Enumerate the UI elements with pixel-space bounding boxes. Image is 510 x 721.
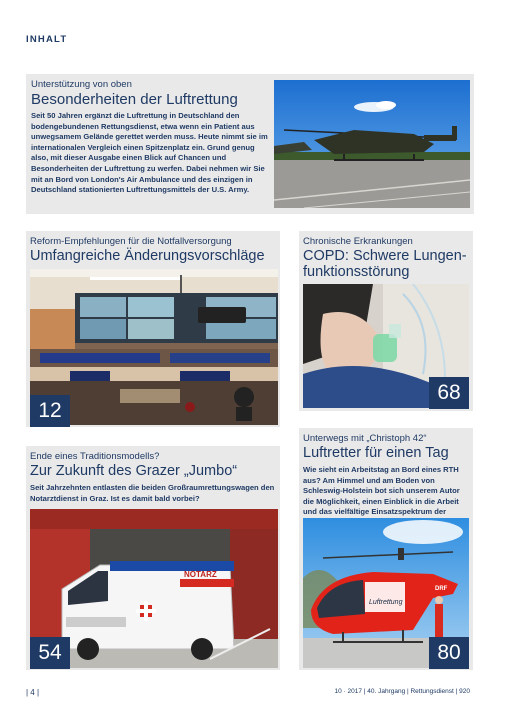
page-number-badge: 12: [30, 395, 70, 427]
article-body: Seit 50 Jahren ergänzt die Luftrettung in Deutschland den bodengebundenen Rettungsdienst, etwa wenn ein Patient aus unwegsamem Gelände gerettet werden muss. Heute nimmt sie im internationalen Vergleich einen Spitzenplatz ein. Grund genug also, mit dieser Ausgabe einen Blick auf Chancen und Besonderheiten der Luftrettung zu werfen. Dabei nehmen wir Sie mit an Bord von London's Air Ambulance und des einzigen in Deutschland stationierten Luftrettungsmittels der U.S. Army.: [31, 111, 268, 195]
article-body: Wie sieht ein Arbeitstag an Bord eines RTH aus? Am Himmel und am Boden von Schleswig-Holstein bot sich unserem Autor die Möglichkeit, einen Einblick in die Arbeit und das vielfältige Einsatzspektrum der: [303, 465, 460, 517]
article-headline: Umfangreiche Änderungsvorschläge: [30, 248, 265, 264]
photo-military-helicopter: [274, 80, 470, 208]
article-kicker: Unterwegs mit „Christoph 42“: [303, 433, 427, 444]
article-card-copd[interactable]: [299, 231, 473, 411]
article-headline: Luftretter für einen Tag: [303, 445, 449, 461]
article-headline-line1: COPD: Schwere Lungen-: [303, 248, 467, 264]
article-headline: Besonderheiten der Luftrettung: [31, 91, 238, 108]
article-card-notfallversorgung[interactable]: [26, 231, 280, 427]
section-label: INHALT: [26, 34, 68, 45]
article-card-christoph-42[interactable]: [299, 428, 473, 670]
article-body: Seit Jahrzehnten entlasten die beiden Großraumrettungswagen den Notarztdienst in Graz. Ist es damit bald vorbei?: [30, 483, 275, 503]
footer-issue-info: 10 · 2017 | 40. Jahrgang | Rettungsdienst | 920: [334, 688, 470, 695]
page-number-badge: 54: [30, 637, 70, 669]
page-number-badge: 80: [429, 637, 469, 669]
article-card-luftrettung[interactable]: [26, 74, 474, 214]
article-headline: Zur Zukunft des Grazer „Jumbo“: [30, 463, 238, 479]
article-kicker: Ende eines Traditionsmodells?: [30, 451, 160, 462]
article-kicker: Reform-Empfehlungen für die Notfallversorgung: [30, 236, 232, 247]
footer-page-number: | 4 |: [26, 688, 40, 697]
van-notarzt-text: NOTARZ: [184, 570, 217, 579]
page-number-badge: 68: [429, 377, 469, 409]
article-kicker: Unterstützung von oben: [31, 79, 132, 90]
article-kicker: Chronische Erkrankungen: [303, 236, 413, 247]
heli-brand-text: Luftrettung: [369, 599, 403, 606]
article-headline-line2: funktionsstörung: [303, 264, 410, 280]
heli-logo-text: DRF: [435, 586, 448, 592]
article-card-grazer-jumbo[interactable]: [26, 446, 280, 670]
